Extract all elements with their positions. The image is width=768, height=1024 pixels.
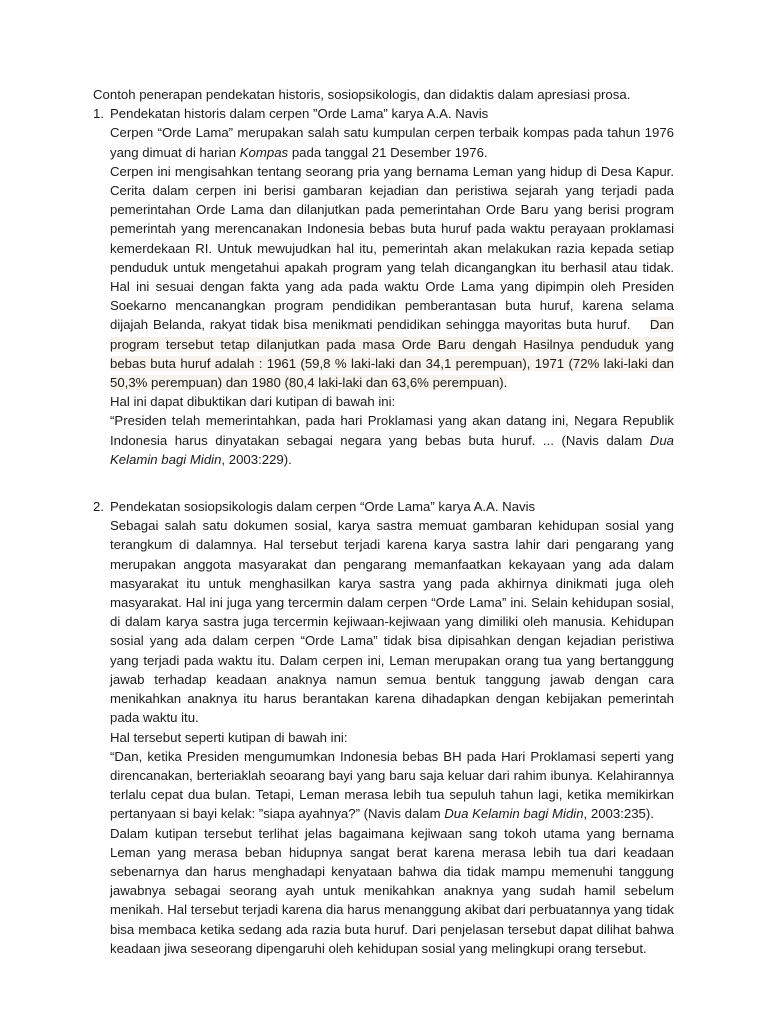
intro-line: Contoh penerapan pendekatan historis, sosiopsikologis, dan didaktis dalam apresiasi prosa. [93,87,631,102]
highlighted-text: Dan program tersebut tetap dilanjutkan pada masa Orde Baru dengah Hasilnya penduduk yang bebas buta huruf adalah : 1961 (59,8 % laki-laki dan 34,1 perempuan), 1971 (72% laki-laki dan 50,3% perempuan) dan 1980 (80,4 laki-laki dan 63,6% perempuan). [110,317,675,391]
paragraph: Sebagai salah satu dokumen sosial, karya sastra memuat gambaran kehidupan sosial yang terangkum di dalamnya. Hal tersebut terjadi karena karya sastra lahir dari pengarang yang merupakan anggota masyarakat dan pengarang memanfaatkan kekayaan yang ada dalam masyarakat itu untuk menghasilkan karya sastra yang pada akhirnya dinikmati juga oleh masyarakat. Hal ini juga yang tercermin dalam cerpen “Orde Lama” ini. Selain kehidupan sosial, di dalam karya sastra juga tercermin kejiwaan-kejiwaan yang dimiliki oleh manusia. Kehidupan sosial yang ada dalam cerpen “Orde Lama” tidak bisa dipisahkan dengan kejadian peristiwa yang terjadi pada waktu itu. Dalam cerpen ini, Leman merupakan orang tua yang bertanggung jawab terhadap keadaan anaknya namun semua bentuk tanggung jawab dengan cara menikahkan anaknya itu harus berantakan karena dihadapkan dengan kebijakan pemerintah pada waktu itu. [110,518,674,726]
paragraph: Cerpen “Orde Lama” merupakan salah satu kumpulan cerpen terbaik kompas pada tahun 1976 yang dimuat di harian Kompas pada tanggal 21 Desember 1976. [110,125,674,160]
quotation: “Dan, ketika Presiden mengumumkan Indonesia bebas BH pada Hari Proklamasi seperti yang direncanakan, berteriaklah seoarang bayi yang baru saja keluar dari rahim ibunya. Kelahirannya terlalu cepat dua bulan. Tetapi, Leman merasa lebih tua sepuluh tahun lagi, ketika memikirkan pertanyaan si bayi kelak: ”siapa ayahnya?” (Navis dalam Dua Kelamin bagi Midin, 2003:235). [110,748,674,822]
paragraph: Hal tersebut seperti kutipan di bawah ini: [110,729,348,745]
book-title: Dua Kelamin bagi Midin [110,432,674,467]
section-historis [93,104,674,469]
section-title: Pendekatan sosiopsikologis dalam cerpen “Orde Lama” karya A.A. Navis [110,499,536,515]
section-sosiopsikologis [93,497,674,958]
paragraph: Dalam kutipan tersebut terlihat jelas bagaimana kejiwaan sang tokoh utama yang bernama Leman yang merasa beban hidupnya sangat berat karena merasa lebih tua dari keadaan sebenarnya dan harus menghadapi kenyataan bahwa dia tidak mampu memenuhi tanggung jawabnya sebagai seorang ayah untuk menikahkan anaknya yang sudah hamil sebelum menikah. Hal tersebut terjadi karena dia harus menanggung akibat dari perbuatannya yang tidak bisa membaca ketika sedang ada razia buta huruf. Dari penjelasan tersebut dapat dilihat bahwa keadaan jiwa seseorang dipengaruhi oleh kehidupan sosial yang melingkupi orang tersebut. [110,825,674,956]
section-number: 2. [93,499,104,515]
section-title: Pendekatan historis dalam cerpen ”Orde Lama” karya A.A. Navis [110,106,489,122]
paragraph: Cerpen ini mengisahkan tentang seorang pria yang bernama Leman yang hidup di Desa Kapur. Cerita dalam cerpen ini berisi gambaran kejadian dan peristiwa sejarah yang terjadi pada pemerintahan Orde Lama dan dilanjutkan pada pemerintahan Orde Baru yang berisi program pemerintah yang merencanakan Indonesia bebas buta huruf pada waktu perayaan proklamasi kemerdekaan RI. Untuk mewujudkan hal itu, pemerintah akan melakukan razia kepada setiap penduduk untuk mengetahui apakah program yang telah dicangangkan itu berhasil atau tidak. Hal ini sesuai dengan fakta yang ada pada waktu Orde Lama yang dipimpin oleh Presiden Soekarno mencanangkan program pendidikan pemberantasan buta huruf, karena selama dijajah Belanda, rakyat tidak bisa menikmati pendidikan sehingga mayoritas buta huruf. Dan program tersebut tetap dilanjutkan pada masa Orde Baru dengah Hasilnya penduduk yang bebas buta huruf adalah : 1961 (59,8 % laki-laki dan 34,1 perempuan), 1971 (72% laki-laki dan 50,3% perempuan) dan 1980 (80,4 laki-laki dan 63,6% perempuan). [110,163,675,391]
spacer [93,469,674,497]
paragraph: Hal ini dapat dibuktikan dari kutipan di bawah ini: [110,394,396,410]
book-title: Dua Kelamin bagi Midin [444,806,584,822]
publication-name: Kompas [239,144,289,160]
quotation: “Presiden telah memerintahkan, pada hari Proklamasi yang akan datang ini, Negara Republik Indonesia harus dinyatakan sebagai negara yang bebas buta huruf. ... (Navis dalam Dua Kelamin bagi Midin, 2003:229). [110,413,674,467]
section-number: 1. [93,106,104,122]
